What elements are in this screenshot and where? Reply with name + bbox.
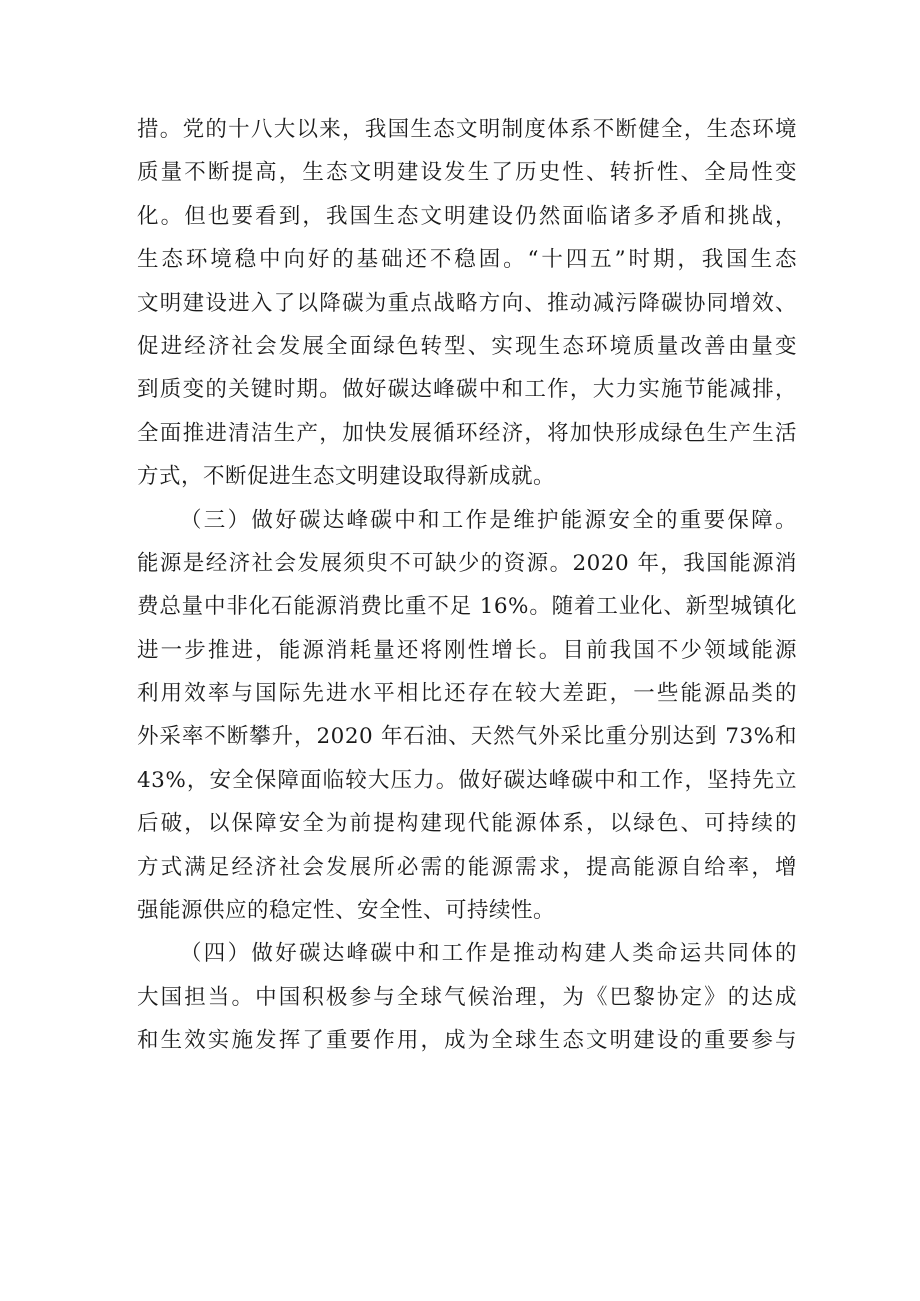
paragraph-end-line: 强能源供应的稳定性、安全性、可持续性。 [137, 898, 556, 924]
text-line: 化。但也要看到，我国生态文明建设仍然面临诸多矛盾和挑战， [137, 203, 797, 229]
text-line: 外采率不断攀升，2020 年石油、天然气外采比重分别达到 73%和 [137, 724, 797, 750]
text-line: 费总量中非化石能源消费比重不足 16%。随着工业化、新型城镇化 [137, 594, 797, 620]
section-heading-line: （三）做好碳达峰碳中和工作是维护能源安全的重要保障。 [180, 507, 797, 533]
section-heading-line: （四）做好碳达峰碳中和工作是推动构建人类命运共同体的 [180, 941, 797, 967]
text-line: 促进经济社会发展全面绿色转型、实现生态环境质量改善由量变 [137, 333, 797, 359]
body-text [137, 108, 797, 1063]
text-line: 质量不断提高，生态文明建设发生了历史性、转折性、全局性变 [137, 160, 797, 186]
paragraph-end-line: 方式，不断促进生态文明建设取得新成就。 [137, 464, 556, 490]
text-line: 43%，安全保障面临较大压力。做好碳达峰碳中和工作，坚持先立 [137, 767, 797, 793]
text-line: 全面推进清洁生产，加快发展循环经济，将加快形成绿色生产生活 [137, 420, 797, 446]
text-line: 方式满足经济社会发展所必需的能源需求，提高能源自给率，增 [137, 854, 797, 880]
text-line: 大国担当。中国积极参与全球气候治理，为《巴黎协定》的达成 [137, 984, 797, 1010]
text-line: 到质变的关键时期。做好碳达峰碳中和工作，大力实施节能减排， [137, 377, 797, 403]
text-line: 和生效实施发挥了重要作用，成为全球生态文明建设的重要参与 [137, 1028, 797, 1054]
text-line: 能源是经济社会发展须臾不可缺少的资源。2020 年，我国能源消 [137, 550, 797, 576]
text-line: 后破，以保障安全为前提构建现代能源体系，以绿色、可持续的 [137, 811, 797, 837]
text-line: 生态环境稳中向好的基础还不稳固。“十四五”时期，我国生态 [137, 247, 797, 273]
text-line: 利用效率与国际先进水平相比还存在较大差距，一些能源品类的 [137, 681, 797, 707]
text-line: 文明建设进入了以降碳为重点战略方向、推动减污降碳协同增效、 [137, 290, 797, 316]
text-line: 措。党的十八大以来，我国生态文明制度体系不断健全，生态环境 [137, 117, 797, 142]
text-line: 进一步推进，能源消耗量还将刚性增长。目前我国不少领域能源 [137, 637, 797, 663]
